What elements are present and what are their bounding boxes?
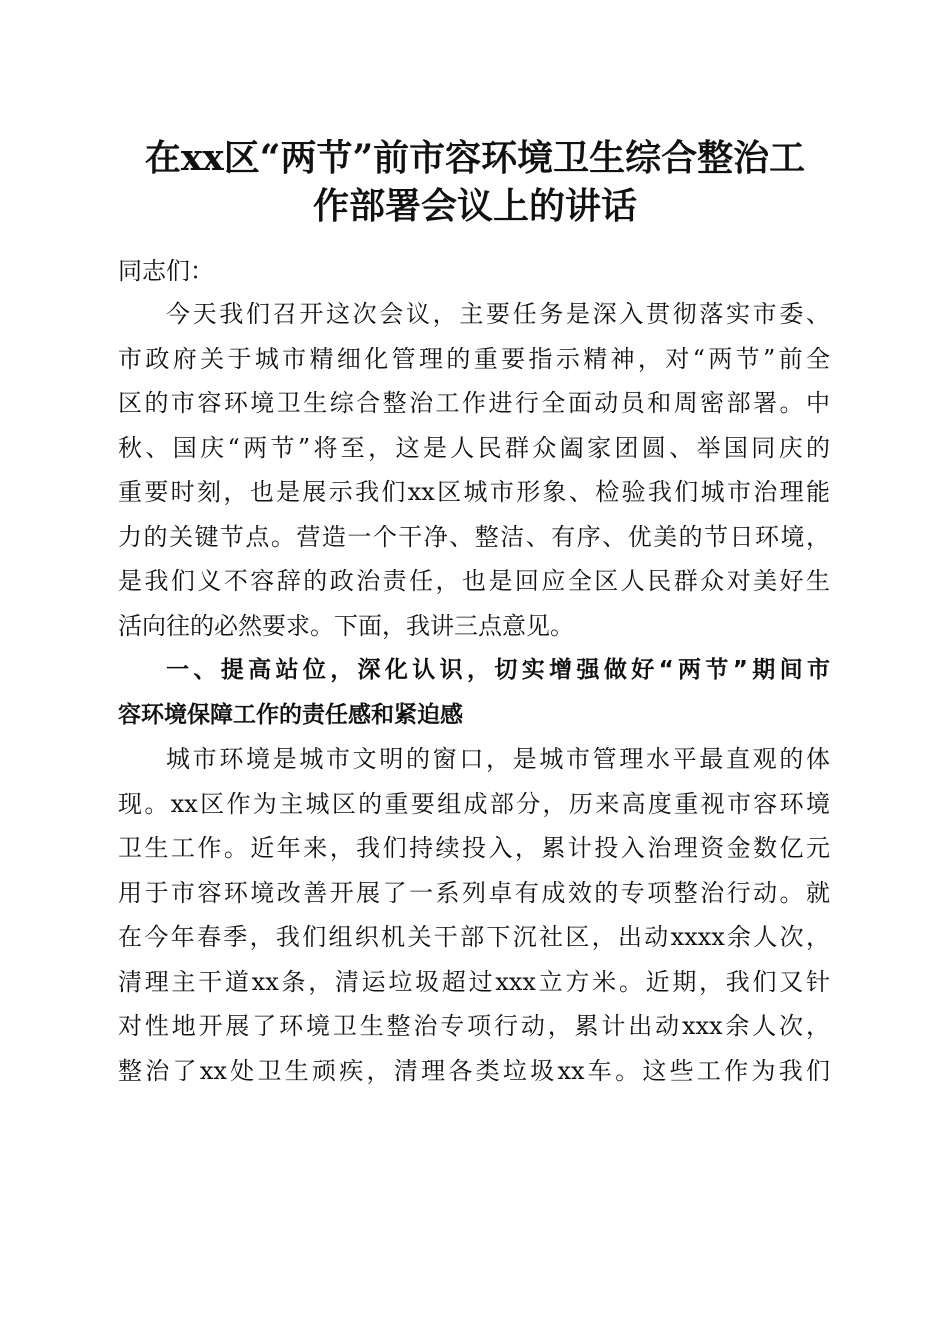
paragraph-line: 今天我们召开这次会议，主要任务是深入贯彻落实市委、 — [166, 300, 830, 328]
paragraph-intro — [118, 292, 830, 648]
paragraph-line: 在今年春季，我们组织机关干部下沉社区，出动xxxx余人次， — [118, 923, 830, 951]
heading-line: 一、提高站位，深化认识，切实增强做好“两节”期间市 — [166, 657, 830, 683]
paragraph-line: 是我们义不容辞的政治责任，也是回应全区人民群众对美好生 — [118, 567, 830, 595]
paragraph-line: 市政府关于城市精细化管理的重要指示精神，对“两节”前全 — [118, 344, 830, 373]
paragraph-section-1 — [118, 737, 830, 1093]
paragraph-line: 秋、国庆“两节”将至，这是人民群众阖家团圆、举国同庆的 — [118, 433, 830, 462]
heading-line: 容环境保障工作的责任感和紧迫感 — [118, 701, 463, 728]
paragraph-line: 城市环境是城市文明的窗口，是城市管理水平最直观的体 — [166, 745, 830, 773]
paragraph-line: 对性地开展了环境卫生整治专项行动，累计出动xxx余人次， — [118, 1012, 830, 1040]
title-line: 作部署会议上的讲话 — [312, 185, 637, 227]
paragraph-line: 用于市容环境改善开展了一系列卓有成效的专项整治行动。就 — [118, 878, 830, 907]
paragraph-line: 重要时刻，也是展示我们xx区城市形象、检验我们城市治理能 — [118, 478, 830, 506]
paragraph-line: 现。xx区作为主城区的重要组成部分，历来高度重视市容环境 — [118, 789, 830, 818]
salutation: 同志们： — [118, 257, 214, 285]
paragraph-line: 整治了xx处卫生顽疾，清理各类垃圾xx车。这些工作为我们 — [118, 1056, 830, 1085]
title-line: 在xx区“两节”前市容环境卫生综合整治工 — [144, 137, 806, 179]
document-body — [118, 250, 830, 1093]
section-heading-1 — [118, 648, 830, 737]
paragraph-line: 卫生工作。近年来，我们持续投入，累计投入治理资金数亿元 — [118, 834, 830, 862]
document-title — [100, 134, 850, 230]
paragraph-line: 活向往的必然要求。下面，我讲三点意见。 — [118, 611, 574, 640]
paragraph-line: 力的关键节点。营造一个干净、整洁、有序、优美的节日环境， — [118, 522, 830, 551]
paragraph-line: 清理主干道xx条，清运垃圾超过xxx立方米。近期，我们又针 — [118, 967, 830, 996]
paragraph-line: 区的市容环境卫生综合整治工作进行全面动员和周密部署。中 — [118, 389, 830, 417]
